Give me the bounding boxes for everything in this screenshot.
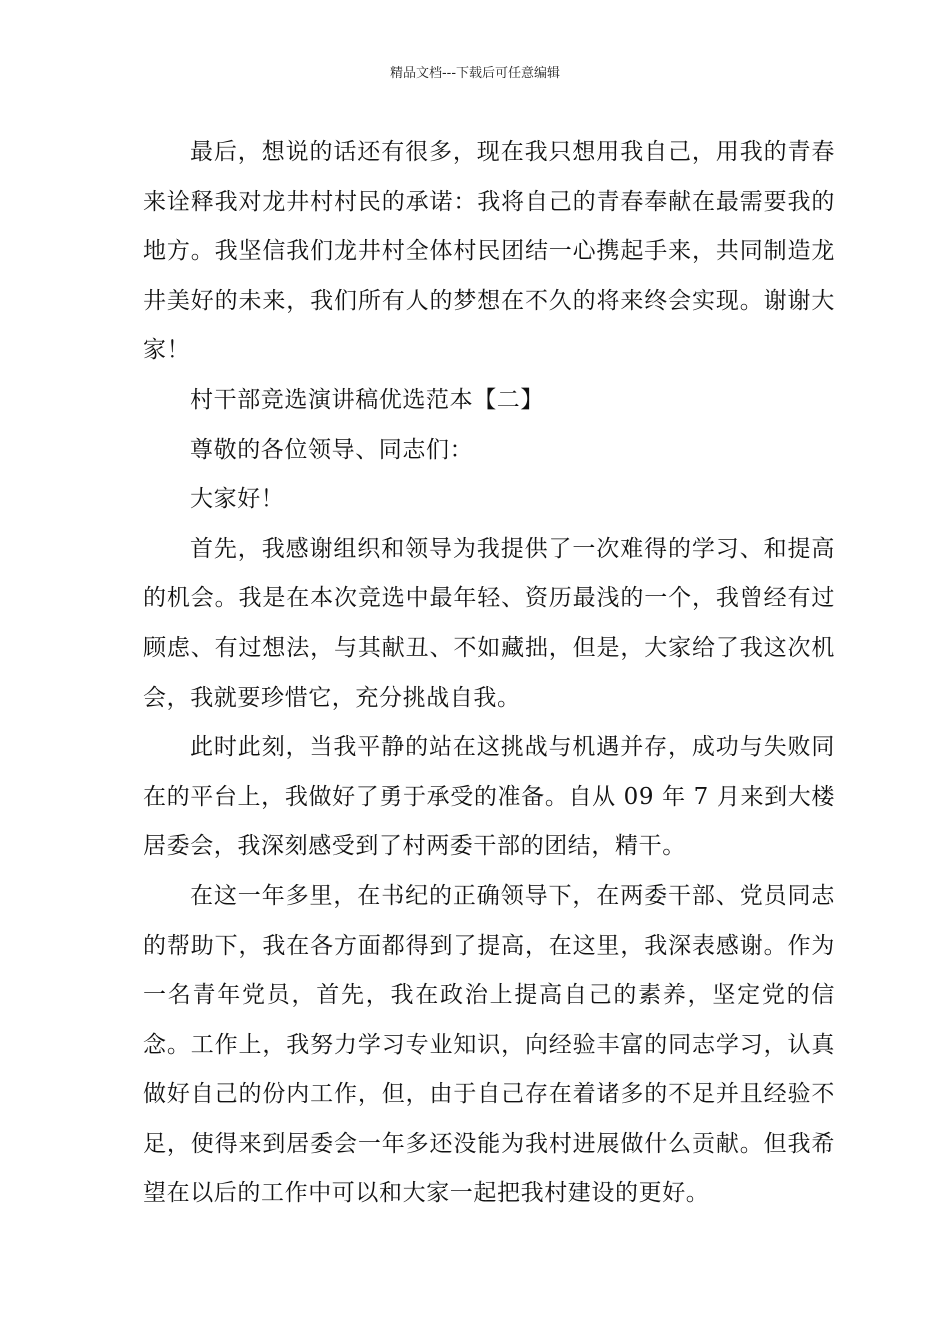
page-header: 精品文档---下载后可任意编辑 [389,66,561,81]
body-paragraph: 在这一年多里，在书纪的正确领导下，在两委干部、党员同志的帮助下，我在各方面都得到了提高，在这里，我深表感谢。作为一名青年党员，首先，我在政治上提高自己的素养，坚定党的信念。工作上，我努力学习专业知识，向经验丰富的同志学习，认真做好自己的份内工作，但，由于自己存在着诸多的不足并且经验不足，使得来到居委会一年多还没能为我村进展做什么贡献。但我希望在以后的工作中可以和大家一起把我村建设的更好。 [143,882,835,1207]
closing-paragraph: 最后，想说的话还有很多，现在我只想用我自己，用我的青春来诠释我对龙井村村民的承诺：我将自己的青春奉献在最需要我的地方。我坚信我们龙井村全体村民团结一心携起手来，共同制造龙井美好的未来，我们所有人的梦想在不久的将来终会实现。谢谢大家！ [143,139,835,364]
section-title: 村干部竞选演讲稿优选范本【二】 [190,386,544,413]
document-body [143,128,835,1219]
body-paragraph: 此时此刻，当我平静的站在这挑战与机遇并存，成功与失败同在的平台上，我做好了勇于承受的准备。自从 09 年 7 月来到大楼居委会，我深刻感受到了村两委干部的团结，精干。 [143,734,835,860]
body-paragraph: 首先，我感谢组织和领导为我提供了一次难得的学习、和提高的机会。我是在本次竞选中最年轻、资历最浅的一个，我曾经有过顾虑、有过想法，与其献丑、不如藏拙，但是，大家给了我这次机会，我就要珍惜它，充分挑战自我。 [143,535,835,711]
salutation: 尊敬的各位领导、同志们： [190,436,474,463]
greeting: 大家好！ [190,486,285,513]
